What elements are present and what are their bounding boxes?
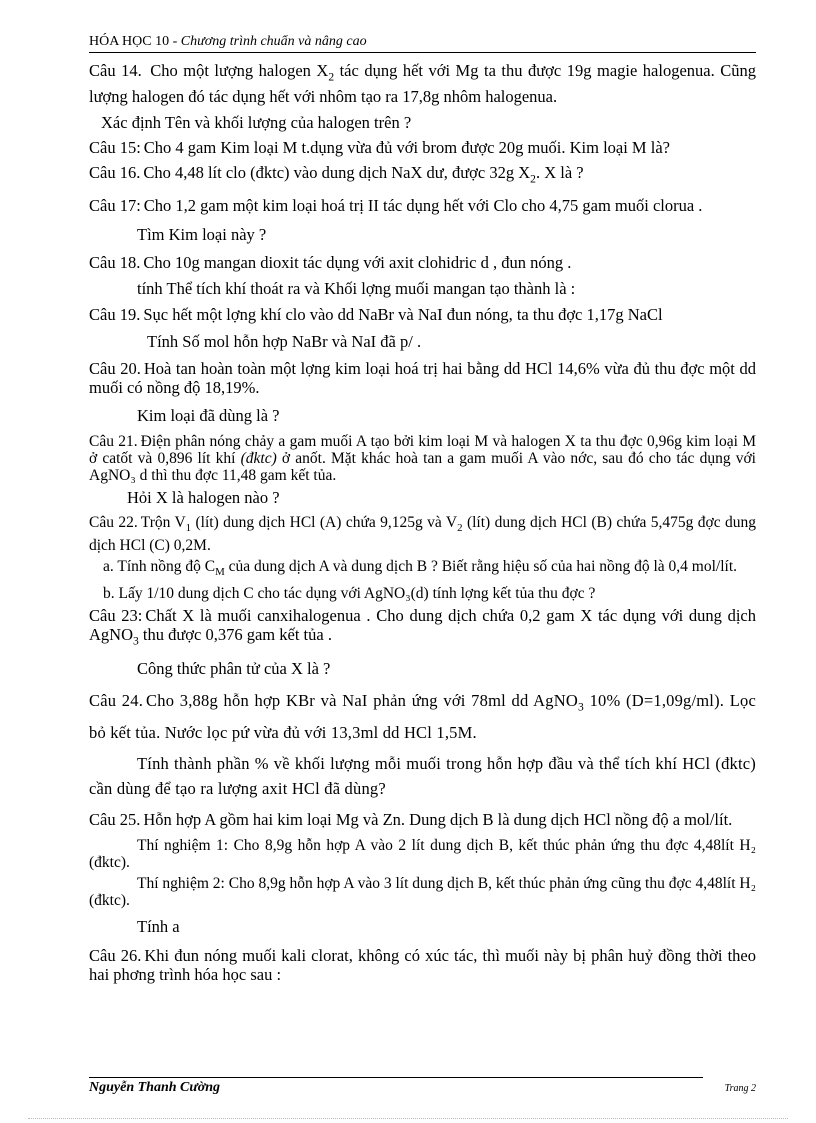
question-17-ask: Tìm Kim loại này ?	[137, 224, 267, 244]
subscript: 1	[185, 521, 192, 534]
question-25	[89, 810, 756, 829]
subscript: 2	[530, 173, 536, 186]
question-text: thu được 0,376 gam kết tủa .	[138, 624, 332, 644]
question-text: Cho 1,2 gam một kim loại hoá trị II tác dụng hết với Clo cho 4,75 gam muối clorua .	[143, 195, 703, 215]
question-22-part-b: b. Lấy 1/10 dung dịch C cho tác dụng với AgNO₃(d) tính lợng kết tủa thu đợc ?	[103, 584, 596, 602]
subscript: M	[215, 565, 225, 578]
question-16	[89, 163, 756, 189]
question-text: Hỗn hợp A gồm hai kim loại Mg và Zn. Dung dịch B là dung dịch HCl nồng độ a mol/lít.	[143, 810, 733, 830]
header-subtitle: Chương trình chuẩn và nâng cao	[180, 34, 367, 49]
question-25-ask: Tính a	[137, 917, 180, 937]
question-label: Câu 19.	[89, 304, 141, 324]
question-23	[89, 606, 756, 651]
question-label: Câu 24.	[89, 691, 144, 711]
question-text: Điện phân nóng chảy a gam muối A tạo bởi kim loại M và halogen X ta thu đợc 0,96g kim loại M ở catốt và 0,896 lít khí	[89, 432, 756, 467]
question-21-ask: Hỏi X là halogen nào ?	[127, 487, 280, 507]
page-number: Trang 2	[724, 1083, 756, 1094]
question-24-ask: Tính thành phần % về khối lượng mỗi muối trong hỗn hợp đầu và thể tích khí HCl (đktc) cần dùng để tạo ra lượng axit HCl đã dùng?	[89, 754, 756, 799]
footer-rule	[89, 1077, 703, 1078]
page-edge-divider	[28, 1118, 788, 1119]
page-footer	[89, 1075, 756, 1099]
question-22-part-a	[89, 558, 756, 581]
question-text: Trộn V	[140, 513, 186, 531]
question-26	[89, 946, 756, 984]
question-21	[89, 433, 756, 484]
question-text: Cho 4,48 lít clo (đktc) vào dung dịch NaX dư, được 32g X	[143, 163, 531, 183]
question-text: Cho 3,88g hỗn hợp KBr và NaI phản ứng với 78ml dd AgNO	[146, 691, 578, 711]
experiment-2: Thí nghiệm 2: Cho 8,9g hỗn hợp A vào 3 lít dung dịch B, kết thúc phản ứng cũng thu đợc 4,48lít H₂ (đktc).	[89, 875, 756, 910]
question-19-ask: Tính Số mol hỗn hợp NaBr và NaI đã p/ .	[147, 331, 422, 351]
question-18	[89, 253, 756, 272]
question-18-ask: tính Thể tích khí thoát ra và Khối lợng muối mangan tạo thành là :	[137, 278, 576, 298]
question-14-ask: Xác định Tên và khối lượng của halogen trên ?	[101, 113, 412, 133]
question-20-ask: Kim loại đã dùng là ?	[137, 405, 280, 425]
page-header	[89, 34, 756, 53]
question-label: Câu 23:	[89, 605, 143, 625]
question-label: Câu 20.	[89, 358, 141, 378]
question-text: Sục hết một lợng khí clo vào dd NaBr và NaI đun nóng, ta thu đợc 1,17g NaCl	[143, 304, 663, 324]
question-text: 10% (D=1,09g/ml). Lọc bỏ kết tủa. Nước lọc pứ vừa đủ với 13,3ml dd HCl 1,5M.	[89, 691, 756, 743]
question-text: Cho 10g mangan dioxit tác dụng với axit clohidric d , đun nóng .	[143, 252, 572, 272]
question-24	[89, 688, 756, 745]
question-label: Câu 15:	[89, 138, 141, 158]
question-label: Câu 16.	[89, 163, 141, 183]
question-text: Hoà tan hoàn toàn một lợng kim loại hoá trị hai bằng dd HCl 14,6% vừa đủ thu đợc một dd muối có nồng độ 18,19%.	[89, 358, 756, 397]
question-23-ask: Công thức phân tử của X là ?	[137, 659, 331, 679]
question-14	[89, 61, 756, 106]
question-19	[89, 305, 756, 324]
question-text: tác dụng hết với Mg ta thu được 19g magie halogenua. Cũng lượng halogen đó tác dụng hết với nhôm tạo ra 17,8g nhôm halogenua.	[89, 61, 756, 107]
question-text: Cho 4 gam Kim loại M t.dụng vừa đủ với brom được 20g muối. Kim loại M là?	[143, 138, 670, 158]
subscript: 2	[328, 71, 335, 84]
part-text: a. Tính nồng độ C	[103, 557, 216, 575]
question-label: Câu 17:	[89, 195, 141, 215]
question-text: (lít) dung dịch HCl (B) chứa 5,475g đợc dung dịch HCl (C) 0,2M.	[89, 513, 756, 554]
question-20	[89, 359, 756, 397]
header-title: HÓA HỌC 10 -	[89, 34, 181, 49]
question-label: Câu 18.	[89, 252, 141, 272]
subscript: 3	[133, 635, 139, 648]
question-15	[89, 138, 756, 157]
question-text: (lít) dung dịch HCl (A) chứa 9,125g và V	[191, 513, 458, 531]
part-text: của dung dịch A và dung dịch B ? Biết rằng hiệu số của hai nồng độ là 0,4 mol/lít.	[224, 557, 738, 575]
question-label: Câu 14.	[89, 61, 142, 80]
question-text: Cho một lượng halogen X	[144, 61, 329, 80]
question-label: Câu 26.	[89, 946, 142, 966]
question-label: Câu 22.	[89, 513, 138, 531]
question-text-italic: (đktc)	[240, 449, 277, 467]
subscript: 3	[577, 701, 584, 714]
experiment-1: Thí nghiệm 1: Cho 8,9g hỗn hợp A vào 2 lít dung dịch B, kết thúc phản ứng thu đợc 4,48lít H₂ (đktc).	[89, 837, 756, 872]
question-text: Khi đun nóng muối kali clorat, không có xúc tác, thì muối này bị phân huỷ đồng thời theo hai phơng trình hóa học sau :	[89, 946, 756, 985]
question-text: ở anốt. Mặt khác hoà tan a gam muối A vào nớc, sau đó cho tác dụng với AgNO₃ d thì thu đợc 11,48 gam kết tủa.	[89, 449, 756, 484]
question-label: Câu 25.	[89, 810, 141, 830]
footer-author: Nguyễn Thanh Cường	[89, 1080, 221, 1095]
question-17	[89, 196, 756, 215]
document-page	[89, 34, 756, 984]
question-label: Câu 21.	[89, 432, 138, 450]
subscript: 2	[457, 521, 463, 534]
question-22	[89, 514, 756, 554]
question-text: . X là ?	[535, 163, 584, 183]
question-text: Chất X là muối canxihalogenua . Cho dung dịch chứa 0,2 gam X tác dụng với dung dịch AgNO	[89, 605, 757, 644]
